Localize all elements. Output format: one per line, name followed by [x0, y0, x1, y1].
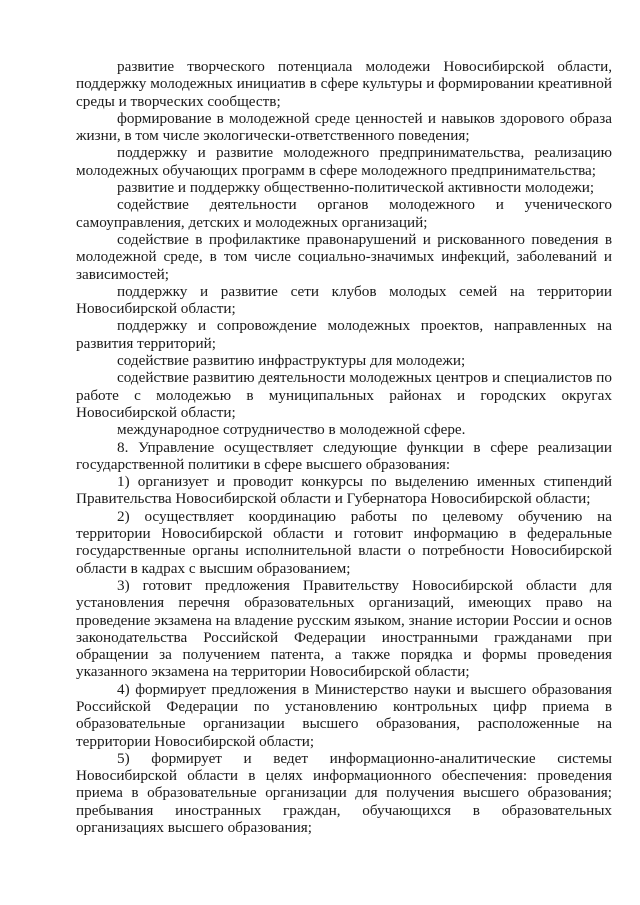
- paragraph-political-activity: развитие и поддержку общественно-политической активности молодежи;: [117, 179, 595, 197]
- document-body: [76, 58, 612, 836]
- paragraph-prevention: содействие в профилактике правонарушений и рискованного поведения в молодежной среде, в том числе социально-значимых инфекций, заболеваний и зависимостей;: [76, 230, 612, 283]
- paragraph-youth-centers: содействие развитию деятельности молодежных центров и специалистов по работе с молодежью в муниципальных районах и городских округах Новосибирской области;: [76, 369, 612, 421]
- list-item-5: 5) формирует и ведет информационно-аналитические системы Новосибирской области в целях информационного обеспечения: проведения приема в образовательные организации для получения высшего образования; пребывания иностранных граждан, обучающихся в образовательных организациях высшего образования;: [76, 749, 612, 837]
- paragraph-self-government: содействие деятельности органов молодежного и ученического самоуправления, детских и молодежных организаций;: [76, 196, 612, 231]
- paragraph-youth-projects: поддержку и сопровождение молодежных проектов, направленных на развития территорий;: [76, 317, 612, 352]
- paragraph-healthy-lifestyle: формирование в молодежной среде ценностей и навыков здорового образа жизни, в том числе экологически-ответственного поведения;: [76, 109, 612, 145]
- list-item-3: 3) готовит предложения Правительству Новосибирской области для установления перечня образовательных организаций, имеющих право на проведение экзамена на владение русским языком, знание истории России и основ законодательства Российской Федерации иностранными гражданами при обращении за получением патента, а также порядка и формы проведения указанного экзамена на территории Новосибирской области;: [76, 576, 612, 681]
- list-item-4: 4) формирует предложения в Министерство науки и высшего образования Российской Федерации по установлению контрольных цифр приема в образовательные организации высшего образования, расположенные на территории Новосибирской области;: [76, 680, 612, 750]
- paragraph-entrepreneurship: поддержку и развитие молодежного предпринимательства, реализацию молодежных обучающих программ в сфере молодежного предпринимательства;: [76, 144, 612, 179]
- paragraph-infrastructure: содействие развитию инфраструктуры для молодежи;: [117, 352, 466, 370]
- paragraph-international: международное сотрудничество в молодежной сфере.: [117, 421, 466, 439]
- section-8-heading: 8. Управление осуществляет следующие функции в сфере реализации государственной политики в сфере высшего образования:: [76, 438, 612, 473]
- paragraph-young-families: поддержку и развитие сети клубов молодых семей на территории Новосибирской области;: [76, 282, 612, 318]
- list-item-1: 1) организует и проводит конкурсы по выделению именных стипендий Правительства Новосибирской области и Губернатора Новосибирской области;: [76, 473, 612, 508]
- list-item-2: 2) осуществляет координацию работы по целевому обучению на территории Новосибирской области и готовит информацию в федеральные государственные органы исполнительной власти о потребности Новосибирской области в кадрах с высшим образованием;: [76, 507, 612, 577]
- paragraph-creative-potential: развитие творческого потенциала молодежи Новосибирской области, поддержку молодежных инициатив в сфере культуры и формировании креативной среды и творческих сообществ;: [76, 58, 612, 110]
